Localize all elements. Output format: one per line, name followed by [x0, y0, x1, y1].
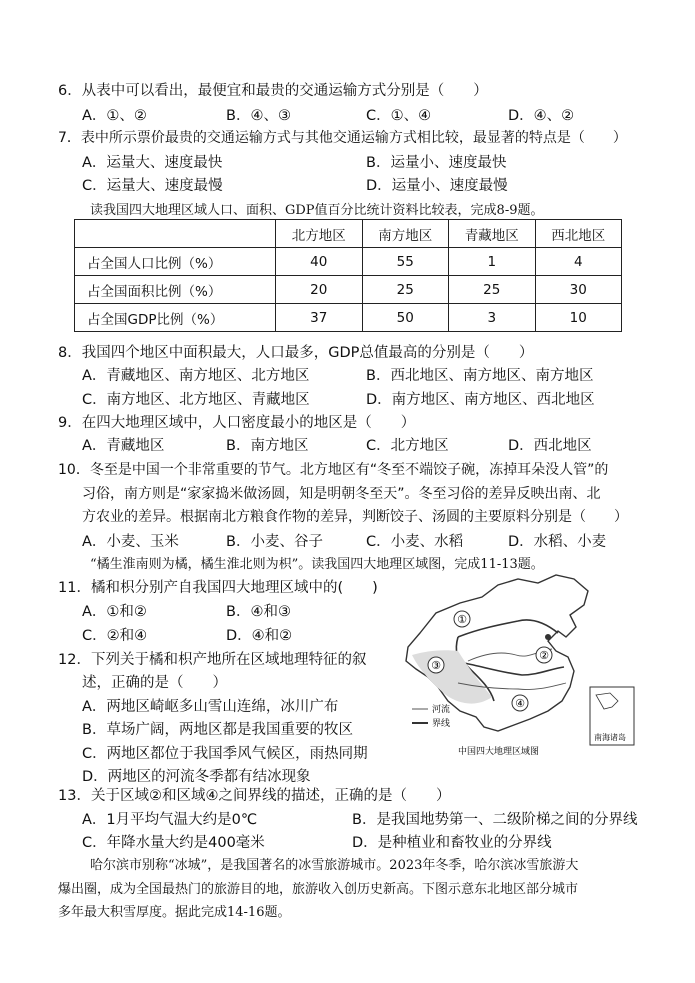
q8-option-d: D．南方地区、南方地区、西北地区: [366, 392, 595, 408]
q13-option-a: A．1月平均气温大约是0℃: [82, 812, 258, 828]
q11-option-c: C．②和④: [82, 628, 148, 644]
q9-option-d: D．西北地区: [508, 438, 592, 454]
q10-option-d: D．水稻、小麦: [508, 534, 607, 550]
q9-stem: 9．在四大地理区域中，人口密度最小的地区是（ ）: [58, 415, 416, 431]
intro-14-16-line1: 哈尔滨市别称“冰城”，是我国著名的冰雪旅游城市。2023年冬季，哈尔滨冰雪旅游大: [90, 858, 579, 873]
table-cell: 1: [449, 248, 536, 276]
table-cell: 25: [449, 276, 536, 304]
table-cell: 55: [362, 248, 449, 276]
china-regions-map-graphic: [398, 571, 638, 759]
q12-stem-line1: 12．下列关于橘和枳产地所在区域地理特征的叙: [58, 652, 367, 668]
intro-11-13: “橘生淮南则为橘，橘生淮北则为枳”。读我国四大地理区域图，完成11-13题。: [90, 557, 544, 572]
q6-option-a: A．①、②: [82, 108, 147, 124]
table-header-row: [75, 220, 622, 248]
q12-option-d: D．两地区的河流冬季都有结冰现象: [82, 769, 311, 785]
q12-option-b: B．草场广阔，两地区都是我国重要的牧区: [82, 722, 353, 738]
table-row: [75, 276, 622, 304]
capital-marker: [545, 634, 551, 640]
intro-14-16-line2: 爆出圈，成为全国最热门的旅游目的地，旅游收入创历史新高。下图示意东北地区部分城市: [58, 882, 579, 897]
q6-option-d: D．④、②: [508, 108, 575, 124]
q7-option-a: A．运量大、速度最快: [82, 155, 223, 171]
legend-border-label: 界线: [432, 719, 451, 729]
q13-option-d: D．是种植业和畜牧业的分界线: [352, 835, 552, 851]
map-title: 中国四大地理区域图: [458, 747, 540, 757]
table-header-cell: 西北地区: [535, 220, 622, 248]
q11-stem: 11．橘和枳分别产自我国四大地理区域中的( ): [58, 580, 378, 596]
table-cell: 20: [276, 276, 363, 304]
row-label: 占全国GDP比例（%）: [75, 304, 276, 332]
q7-option-c: C．运量大、速度最慢: [82, 178, 223, 194]
q9-option-b: B．南方地区: [226, 438, 309, 454]
q12-stem-line2: 述，正确的是（ ）: [82, 675, 227, 691]
q7-option-d: D．运量小、速度最慢: [366, 178, 508, 194]
inset-label: 南海诸岛: [594, 733, 626, 742]
china-regions-map: [398, 571, 638, 759]
row-label: 占全国面积比例（%）: [75, 276, 276, 304]
table-header-cell: [75, 220, 276, 248]
q10-option-c: C．小麦、水稻: [366, 534, 464, 550]
table-header-cell: 南方地区: [362, 220, 449, 248]
table-cell: 50: [362, 304, 449, 332]
q8-option-b: B．西北地区、南方地区、南方地区: [366, 368, 594, 384]
table-cell: 25: [362, 276, 449, 304]
q8-stem: 8．我国四个地区中面积最大，人口最多，GDP总值最高的分别是（ ）: [58, 345, 534, 361]
table-header-cell: 青藏地区: [449, 220, 536, 248]
q11-option-d: D．④和②: [226, 628, 293, 644]
q13-option-b: B．是我国地势第一、二级阶梯之间的分界线: [352, 812, 638, 828]
q11-option-b: B．④和③: [226, 604, 291, 620]
table-cell: 37: [276, 304, 363, 332]
table-cell: 40: [276, 248, 363, 276]
row-label: 占全国人口比例（%）: [75, 248, 276, 276]
region-1-label: ①: [457, 613, 467, 626]
table-cell: 30: [535, 276, 622, 304]
q9-option-c: C．北方地区: [366, 438, 449, 454]
table-row: [75, 248, 622, 276]
q13-option-c: C．年降水量大约是400毫米: [82, 835, 265, 851]
intro-8-9: 读我国四大地理区域人口、面积、GDP值百分比统计资料比较表，完成8-9题。: [90, 203, 544, 218]
q12-option-c: C．两地区都位于我国季风气候区，雨热同期: [82, 746, 368, 762]
q6-stem: 6．从表中可以看出，最便宜和最贵的交通运输方式分别是（ ）: [58, 83, 488, 99]
intro-14-16-line3: 多年最大积雪厚度。据此完成14-16题。: [58, 905, 291, 920]
q7-stem: 7．表中所示票价最贵的交通运输方式与其他交通运输方式相比较，最显著的特点是（ ）: [58, 130, 627, 146]
region-stats-table: [74, 219, 622, 332]
table-cell: 4: [535, 248, 622, 276]
q8-option-c: C．南方地区、北方地区、青藏地区: [82, 392, 310, 408]
legend-river-label: 河流: [432, 705, 451, 715]
table-cell: 3: [449, 304, 536, 332]
table-cell: 10: [535, 304, 622, 332]
region-3-label: ③: [431, 659, 441, 672]
q12-option-a: A．两地区崎岖多山雪山连绵，冰川广布: [82, 699, 339, 715]
region-2-label: ②: [539, 649, 549, 662]
region-4-label: ④: [515, 697, 525, 710]
table-row: [75, 304, 622, 332]
q10-stem-line2: 习俗，南方则是“家家捣米做汤圆，知是明朝冬至天”。冬至习俗的差异反映出南、北: [82, 486, 601, 502]
table-header-cell: 北方地区: [276, 220, 363, 248]
q9-option-a: A．青藏地区: [82, 438, 165, 454]
q6-option-b: B．④、③: [226, 108, 291, 124]
q10-option-b: B．小麦、谷子: [226, 534, 323, 550]
q6-option-c: C．①、④: [366, 108, 432, 124]
q7-option-b: B．运量小、速度最快: [366, 155, 507, 171]
q10-option-a: A．小麦、玉米: [82, 534, 179, 550]
q10-stem-line3: 方农业的差异。根据南北方粮食作物的差异，判断饺子、汤圆的主要原料分别是（ ）: [82, 509, 628, 525]
q10-stem-line1: 10．冬至是中国一个非常重要的节气。北方地区有“冬至不端饺子碗，冻掉耳朵没人管”的: [58, 462, 609, 478]
q8-option-a: A．青藏地区、南方地区、北方地区: [82, 368, 310, 384]
q13-stem: 13．关于区域②和区域④之间界线的描述，正确的是（ ）: [58, 788, 451, 804]
q11-option-a: A．①和②: [82, 604, 147, 620]
